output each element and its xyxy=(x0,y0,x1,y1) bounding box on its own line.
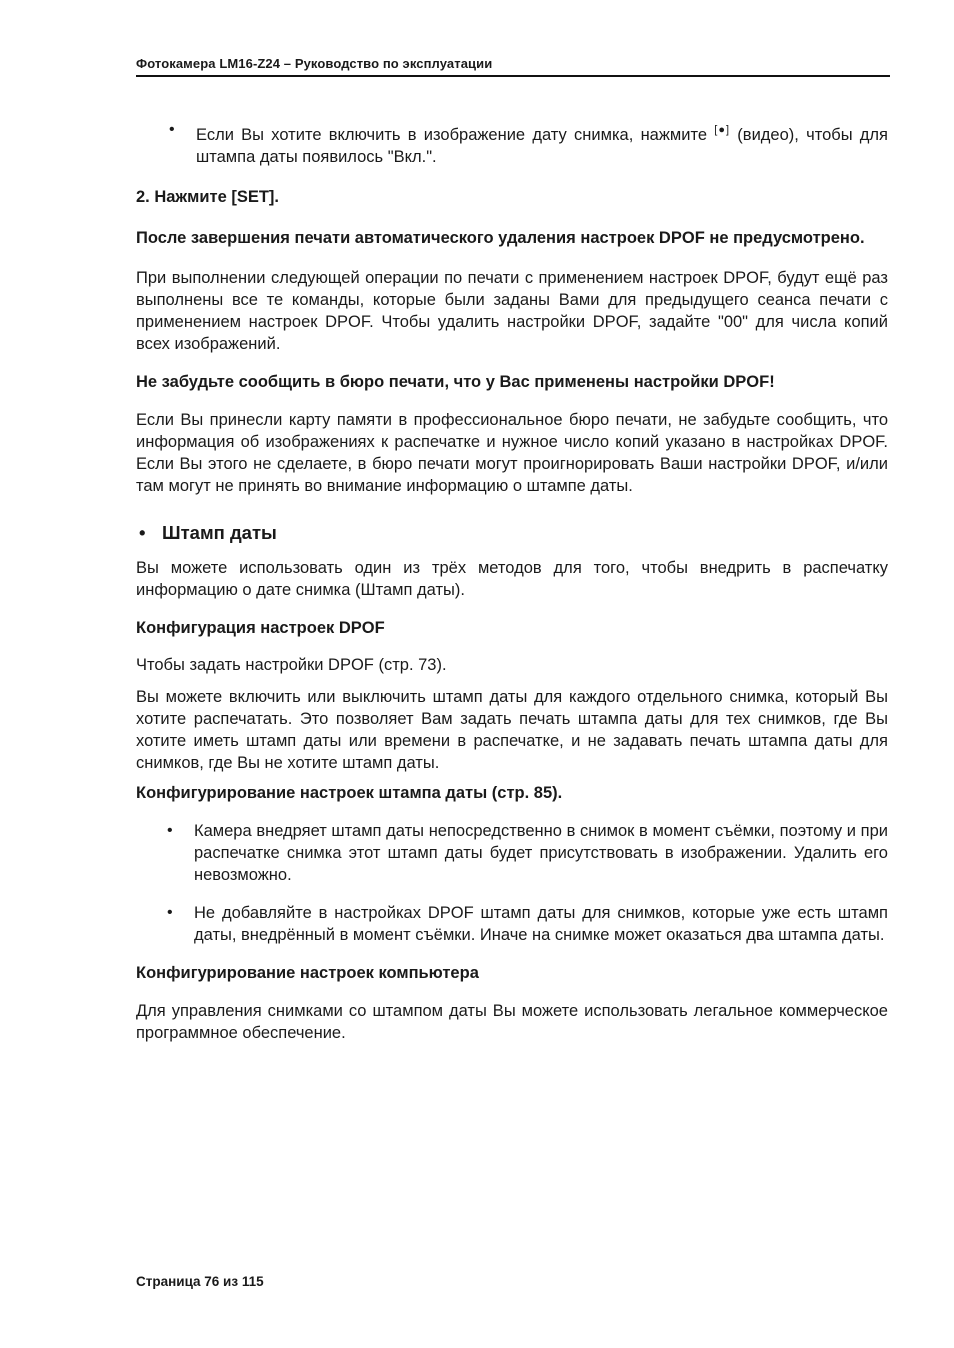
bullet-stamp-2 xyxy=(136,902,888,946)
bullet-dot: • xyxy=(167,822,173,839)
paragraph-pc: Для управления снимками со штампом даты Вы можете использовать легальное коммерческое программное обеспечение. xyxy=(136,1002,888,1042)
step-2: 2. Нажмите [SET]. xyxy=(136,188,279,206)
bullet-text: Не добавляйте в настройках DPOF штамп даты для снимков, которые уже есть штамп даты, внедрённый в момент съёмки. Иначе на снимке может оказаться два штампа даты. xyxy=(194,904,888,944)
heading-config-dpof: Конфигурация настроек DPOF xyxy=(136,619,385,637)
heading-config-pc: Конфигурирование настроек компьютера xyxy=(136,964,479,982)
bullet-dot: • xyxy=(169,121,175,138)
heading-dpof-not-deleted: После завершения печати автоматического удаления настроек DPOF не предусмотрено. xyxy=(136,229,865,247)
page-number: Страница 76 из 115 xyxy=(136,1274,264,1289)
paragraph-config-2: Вы можете включить или выключить штамп даты для каждого отдельного снимка, который Вы хотите распечатать. Это позволяет Вам задать печать штампа даты для тех снимков, где Вы хотите иметь штамп даты или времени в распечатке, и не задавать печать штампа даты для снимков, где Вы не хотите штамп даты. xyxy=(136,688,888,772)
running-header: Фотокамера LM16-Z24 – Руководство по эксплуатации xyxy=(136,56,890,77)
section-bullet-dot: • xyxy=(139,522,146,543)
heading-tell-bureau: Не забудьте сообщить в бюро печати, что у Вас применены настройки DPOF! xyxy=(136,373,775,391)
bullet-dot: • xyxy=(167,904,173,921)
section-title-date-stamp: • Штамп даты xyxy=(139,522,277,543)
heading-config-stamp: Конфигурирование настроек штампа даты (стр. 85). xyxy=(136,784,563,802)
paragraph-intro: Вы можете использовать один из трёх методов для того, чтобы внедрить в распечатку информацию о дате снимка (Штамп даты). xyxy=(136,559,888,599)
bullet-stamp-1 xyxy=(136,820,888,886)
bullet-text: Если Вы хотите включить в изображение дату снимка, нажмите [●] (видео), чтобы для штампа даты появилось "Вкл.". xyxy=(196,119,888,168)
video-icon: [●] xyxy=(714,124,731,136)
page-content xyxy=(136,119,888,1044)
bullet-text: Камера внедряет штамп даты непосредственно в снимок в момент съёмки, поэтому и при распечатке снимка этот штамп даты будет присутствовать в изображении. Удалить его невозможно. xyxy=(194,822,888,884)
paragraph-dpof: При выполнении следующей операции по печати с применением настроек DPOF, будут ещё раз выполнены все те команды, которые были заданы Вами для предыдущего сеанса печати с применением настроек DPOF. Чтобы удалить настройки DPOF, задайте "00" для числа копий всех изображений. xyxy=(136,269,888,353)
paragraph-config-1: Чтобы задать настройки DPOF (стр. 73). xyxy=(136,656,447,674)
paragraph-bureau: Если Вы принесли карту памяти в профессиональное бюро печати, не забудьте сообщить, что информация об изображениях к распечатке и нужное число копий указано в настройках DPOF. Если Вы этого не сделаете, в бюро печати могут проигнорировать Ваши настройки DPOF, и/или там могут не принять во внимание информацию о штампе даты. xyxy=(136,411,888,495)
bullet-date-video xyxy=(138,119,888,168)
